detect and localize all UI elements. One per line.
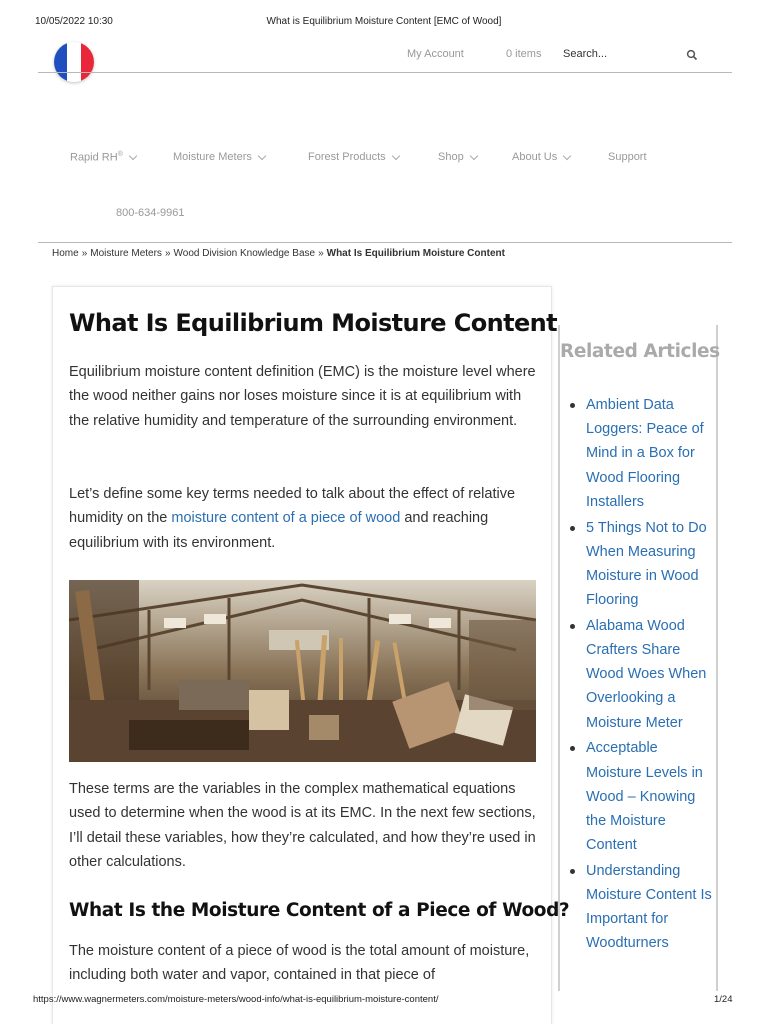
- nav-item-label: About Us: [512, 151, 558, 163]
- article-card: [52, 286, 570, 1024]
- chevron-down-icon: [258, 151, 266, 159]
- nav-item-rapid-rh[interactable]: [70, 151, 136, 164]
- my-account-link[interactable]: My Account: [407, 48, 464, 60]
- nav-item-label: Moisture Meters: [173, 151, 252, 163]
- print-header: [0, 16, 768, 30]
- article-paragraph-variables: These terms are the variables in the complex mathematical equations used to determine when the wood is at its EMC. In the next few sections, I’ll detail these variables, how they’re calculated, and how they’re used in other calculations.: [69, 781, 536, 871]
- breadcrumb-moisture-meters[interactable]: Moisture Meters: [90, 248, 162, 259]
- search-icon[interactable]: [686, 49, 698, 61]
- print-timestamp: 10/05/2022 10:30: [35, 16, 113, 27]
- related-articles-sidebar: [558, 325, 718, 991]
- chevron-down-icon: [563, 151, 571, 159]
- chevron-down-icon: [129, 152, 137, 160]
- page-title: What Is Equilibrium Moisture Content: [69, 309, 557, 337]
- nav-item-shop[interactable]: [438, 151, 477, 163]
- related-article-link[interactable]: Alabama Wood Crafters Share Wood Woes When Overlooking a Moisture Meter: [586, 614, 714, 735]
- breadcrumb-separator: »: [164, 248, 171, 259]
- nav-item-forest-products[interactable]: [308, 151, 399, 163]
- breadcrumb-home[interactable]: Home: [52, 248, 79, 259]
- moisture-content-link[interactable]: moisture content of a piece of wood: [171, 510, 401, 527]
- related-articles-list: [586, 393, 714, 957]
- nav-item-label: Forest Products: [308, 151, 386, 163]
- nav-item-label: Support: [608, 151, 647, 163]
- header-divider: [38, 72, 732, 73]
- breadcrumb-current: What Is Equilibrium Moisture Content: [326, 248, 505, 259]
- related-article-link[interactable]: Acceptable Moisture Levels in Wood – Knowing the Moisture Content: [586, 736, 714, 857]
- nav-item-about-us[interactable]: [512, 151, 570, 163]
- related-article-link[interactable]: Ambient Data Loggers: Peace of Mind in a Box for Wood Flooring Installers: [586, 393, 714, 514]
- article-paragraph-intro: Equilibrium moisture content definition (EMC) is the moisture level where the wood neither gains nor loses moisture since it is at equilibrium with the relative humidity and temperature of the surrounding environment.: [69, 364, 536, 429]
- article-paragraph-terms: Let’s define some key terms needed to talk about the effect of relative humidity on the moisture content of a piece of wood and reaching equilibrium with its environment.: [69, 486, 516, 551]
- related-article-link[interactable]: Understanding Moisture Content Is Important for Woodturners: [586, 859, 714, 956]
- top-bar: [0, 48, 768, 64]
- breadcrumb-knowledge-base[interactable]: Wood Division Knowledge Base: [173, 248, 316, 259]
- article-paragraph-moisture: The moisture content of a piece of wood is the total amount of moisture, including both water and vapor, contained in that piece of: [69, 943, 530, 984]
- nav-item-label: Rapid RH®: [70, 151, 123, 164]
- nav-item-support[interactable]: [608, 151, 647, 163]
- search-input[interactable]: Search...: [563, 48, 608, 60]
- breadcrumb-separator: »: [81, 248, 88, 259]
- nav-divider: [38, 242, 732, 243]
- breadcrumb: [52, 248, 505, 259]
- chevron-down-icon: [469, 151, 477, 159]
- nav-item-label: Shop: [438, 151, 464, 163]
- related-articles-heading: Related Articles: [560, 341, 720, 362]
- print-page-number: 1/24: [714, 994, 733, 1005]
- phone-number-link[interactable]: 800-634-9961: [116, 207, 185, 219]
- breadcrumb-separator: »: [318, 248, 324, 259]
- section-heading: What Is the Moisture Content of a Piece of Wood?: [69, 900, 570, 921]
- nav-item-moisture-meters[interactable]: [173, 151, 265, 163]
- chevron-down-icon: [391, 151, 399, 159]
- related-article-link[interactable]: 5 Things Not to Do When Measuring Moisture in Wood Flooring: [586, 516, 714, 613]
- print-title: What is Equilibrium Moisture Content [EMC of Wood]: [266, 16, 502, 27]
- cart-items-link[interactable]: 0 items: [506, 48, 542, 60]
- print-url: https://www.wagnermeters.com/moisture-meters/wood-info/what-is-equilibrium-moisture-content/: [33, 994, 439, 1005]
- wood-workshop-image: [69, 580, 536, 762]
